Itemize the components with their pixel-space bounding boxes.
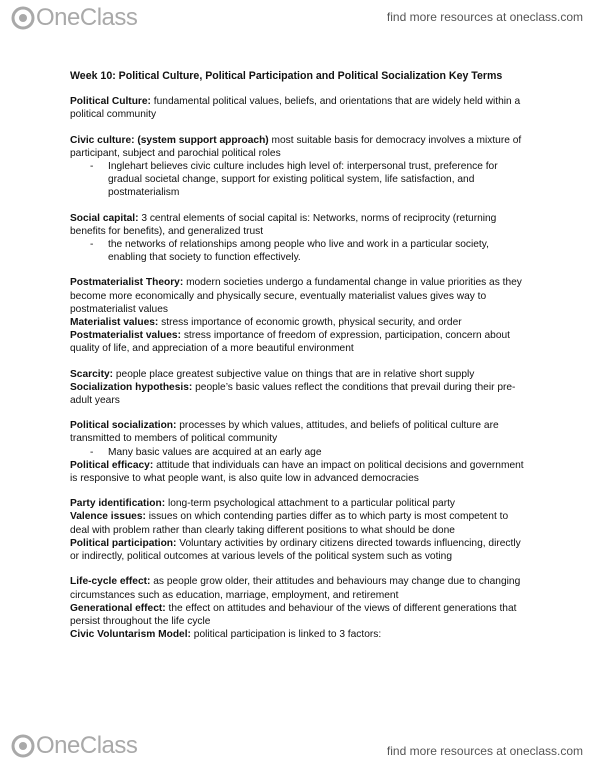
term-name: Political Culture: [70,96,151,108]
term-definition: long-term psychological attachment to a particular political party [165,498,456,510]
term-definition: stress importance of economic growth, physical security, and order [158,317,462,329]
sub-bullet [70,238,530,264]
term-name: Party identification: [70,498,166,510]
term-name: Generational effect: [70,602,166,614]
term-name: Postmaterialist Theory: [70,277,184,289]
term-entry [70,602,530,628]
term-definition: people’s basic values reflect the conditions that prevail during their pre-adult years [70,381,516,407]
term-name: Political socialization: [70,420,177,432]
oneclass-logo-icon [10,5,36,31]
term-definition: processes by which values, attitudes, and beliefs of political culture are transmitted to members of political community [70,420,499,445]
term-definition: stress importance of freedom of expression, participation, concern about quality of life, and appreciation of a more beautiful environment [70,330,510,355]
term-name: Materialist values: [70,317,159,329]
term-definition: modern societies undergo a fundamental change in value priorities as they become more economically and physically secure, eventually materialist values gives way to postmaterialist values [70,277,522,315]
sub-bullet [70,160,530,200]
sub-bullet [70,446,530,459]
term-definition: 3 central elements of social capital is: Networks, norms of reciprocity (returning benefits for benefits), and generalized trust [70,212,497,237]
term-entry [70,497,530,510]
term-definition: the effect on attitudes and behaviour of the views of different generations that persist throughout the life cycle [70,602,517,627]
sub-bullet-text: Inglehart believes civic culture includes high level of: interpersonal trust, preference for gradual societal change, support for existing political system, life satisfaction, and postmaterialism [108,161,498,199]
footer-tagline[interactable]: find more resources at oneclass.com [386,744,583,758]
sub-bullet-text: Many basic values are acquired at an early age [108,446,322,458]
term-entry [70,381,530,407]
term-definition: fundamental political values, beliefs, and orientations that are widely held within a political community [70,96,521,121]
term-name: Socialization hypothesis: [70,381,193,393]
logo-wordmark: OneClass [36,4,138,31]
term-entry [70,368,530,381]
term-entry [70,276,530,316]
term-name: Postmaterialist values: [70,330,181,342]
term-entry [70,212,530,238]
term-entry [70,419,530,445]
dash-bullet-icon: - [90,239,94,251]
term-entry [70,134,530,160]
term-name: Valence issues: [70,511,146,523]
oneclass-logo[interactable] [10,4,137,32]
term-definition: as people grow older, their attitudes and behaviours may change due to changing circumstances such as education, marriage, employment, and retirement [70,576,521,601]
dash-bullet-icon: - [90,161,94,173]
sub-bullet-text: the networks of relationships among people who live and work in a particular society, enabling that society to function effectively. [108,239,489,264]
term-entry [70,537,530,563]
term-name: Political efficacy: [70,459,154,471]
term-name: Political participation: [70,537,177,549]
document-title: Week 10: Political Culture, Political Participation and Political Socialization Key Terms [70,70,503,82]
term-definition: issues on which contending parties differ as to which party is most competent to deal with problem rather than clearly taking different positions to what should be done [70,511,509,536]
term-entry [70,329,530,355]
oneclass-logo-icon [10,733,36,759]
term-name: Scarcity: [70,368,114,380]
oneclass-logo[interactable] [10,732,137,760]
term-definition: Voluntary activities by ordinary citizens directed towards influencing, directly or indirectly, political outcomes at various levels of the political system such as voting [70,537,521,563]
term-entry [70,510,530,536]
term-entry [70,95,530,121]
term-entry [70,575,530,601]
page-header [0,0,595,40]
page-footer [0,730,595,770]
term-name: Social capital: [70,212,139,224]
term-entry [70,459,530,485]
term-definition: people place greatest subjective value on things that are in relative short supply [113,368,475,380]
term-name: Life-cycle effect: [70,576,151,588]
header-tagline[interactable]: find more resources at oneclass.com [386,10,583,24]
term-name: Civic culture: (system support approach) [70,134,269,146]
document-body [70,70,530,641]
logo-wordmark: OneClass [36,732,138,759]
term-definition: most suitable basis for democracy involves a mixture of participant, subject and parochial political roles [70,134,522,159]
term-definition: attitude that individuals can have an impact on political decisions and government is responsive to what people want, is also quite low in advanced democracies [70,459,524,485]
term-definition: political participation is linked to 3 factors: [190,629,382,641]
dash-bullet-icon: - [90,446,94,458]
term-entry [70,316,530,329]
term-name: Civic Voluntarism Model: [70,629,191,641]
term-entry [70,628,530,641]
